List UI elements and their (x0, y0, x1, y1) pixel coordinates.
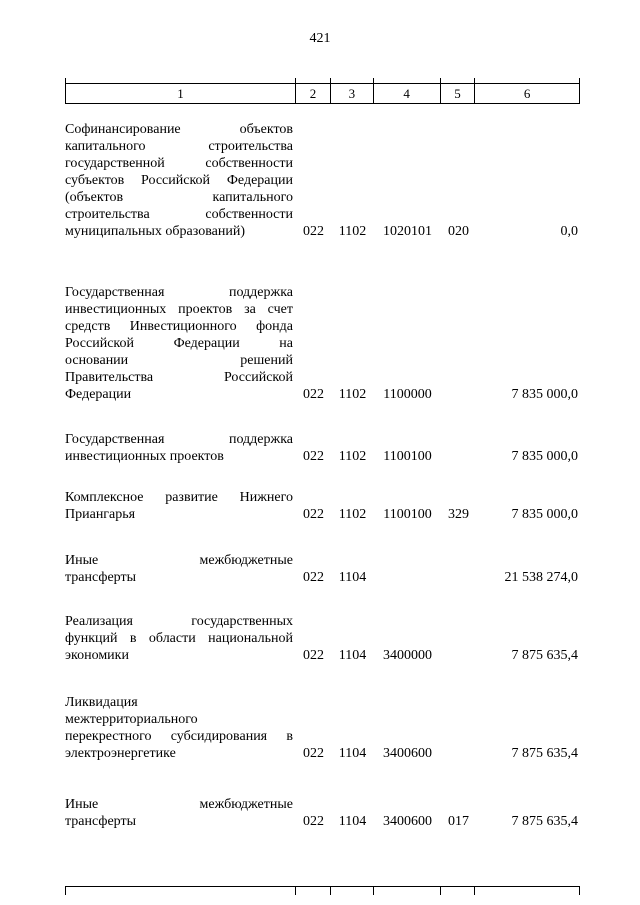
name-line: Комплексное развитие Нижнего (65, 490, 293, 505)
code-cell-2: 022 (303, 224, 324, 239)
name-line: экономики (65, 648, 129, 663)
code-cell-2: 022 (303, 648, 324, 663)
name-line: Государственная поддержка (65, 285, 293, 300)
code-cell-3: 1104 (338, 746, 367, 761)
name-line: Иные межбюджетные (65, 553, 293, 568)
amount-cell: 7 875 635,4 (511, 814, 578, 829)
code-cell-4: 1020101 (383, 224, 432, 239)
name-line: Федерации (65, 387, 132, 402)
tick-cell (441, 78, 476, 83)
page-number: 421 (309, 31, 331, 46)
table-header-row (65, 83, 580, 104)
code-cell-4: 1100000 (383, 387, 432, 402)
code-cell-4: 3400600 (383, 746, 432, 761)
row-name-cell (65, 552, 296, 586)
code-cell-3: 1102 (338, 224, 367, 239)
code-cell-5: 017 (448, 814, 469, 829)
name-line: электроэнергетике (65, 746, 176, 761)
code-cell-4: 3400600 (383, 814, 432, 829)
name-line: Реализация государственных (65, 614, 293, 629)
code-cell-2: 022 (303, 387, 324, 402)
name-line: (объектов капитального (65, 190, 293, 205)
table-row (65, 613, 580, 664)
name-line: муниципальных образований) (65, 224, 245, 239)
amount-cell: 7 875 635,4 (511, 648, 578, 663)
header-cell-5: 5 (441, 84, 476, 103)
code-cell-3: 1104 (338, 570, 367, 585)
name-line: функций в области национальной (65, 631, 293, 646)
code-cell-5: 329 (448, 507, 469, 522)
tick-cell (331, 78, 374, 83)
next-row-top-border (65, 886, 580, 895)
budget-table (65, 78, 582, 830)
row-name-cell (65, 694, 296, 762)
tick-cell (374, 78, 441, 83)
table-row (65, 489, 580, 523)
amount-cell: 0,0 (560, 224, 578, 239)
header-cell-2: 2 (296, 84, 331, 103)
table-row (65, 694, 580, 762)
code-cell-2: 022 (303, 449, 324, 464)
row-name-cell (65, 284, 296, 403)
header-cell-4: 4 (374, 84, 441, 103)
name-line: межтерриториального (65, 712, 198, 727)
name-line: Приангарья (65, 507, 136, 522)
code-cell-5: 020 (448, 224, 469, 239)
name-line: инвестиционных проектов за счет (65, 302, 293, 317)
tick-cell (374, 887, 441, 895)
code-cell-3: 1104 (338, 814, 367, 829)
name-line: основании решений (65, 353, 293, 368)
code-cell-2: 022 (303, 746, 324, 761)
name-line: субъектов Российской Федерации (65, 173, 293, 188)
code-cell-2: 022 (303, 570, 324, 585)
name-line: Ликвидация (65, 695, 138, 710)
code-cell-4: 3400000 (383, 648, 432, 663)
header-cell-1: 1 (66, 84, 296, 103)
code-cell-2: 022 (303, 814, 324, 829)
code-cell-2: 022 (303, 507, 324, 522)
tick-cell (475, 78, 579, 83)
name-line: государственной собственности (65, 156, 293, 171)
row-name-cell (65, 121, 296, 240)
row-name-cell (65, 613, 296, 664)
tick-cell (66, 887, 296, 895)
name-line: Иные межбюджетные (65, 797, 293, 812)
code-cell-3: 1102 (338, 387, 367, 402)
name-line: Софинансирование объектов (65, 122, 293, 137)
name-line: трансферты (65, 814, 137, 829)
amount-cell: 7 835 000,0 (511, 387, 578, 402)
amount-cell: 7 875 635,4 (511, 746, 578, 761)
table-row (65, 796, 580, 830)
header-cell-6: 6 (523, 86, 531, 101)
name-line: капитального строительства (65, 139, 293, 154)
name-line: перекрестного субсидирования в (65, 729, 293, 744)
code-cell-3: 1102 (338, 449, 367, 464)
name-line: Российской Федерации на (65, 336, 293, 351)
tick-cell (441, 887, 476, 895)
header-cell-3: 3 (331, 84, 374, 103)
amount-cell: 7 835 000,0 (511, 507, 578, 522)
table-row (65, 431, 580, 465)
table-top-ticks (65, 78, 580, 83)
name-line: строительства собственности (65, 207, 293, 222)
tick-cell (475, 887, 579, 895)
name-line: инвестиционных проектов (65, 449, 224, 464)
tick-cell (66, 78, 296, 83)
name-line: средств Инвестиционного фонда (65, 319, 293, 334)
code-cell-4: 1100100 (383, 449, 432, 464)
code-cell-3: 1104 (338, 648, 367, 663)
table-row (65, 121, 580, 240)
tick-cell (296, 887, 331, 895)
code-cell-4: 1100100 (383, 507, 432, 522)
tick-cell (296, 78, 331, 83)
table-row (65, 552, 580, 586)
amount-cell: 21 538 274,0 (504, 570, 578, 585)
table-row (65, 284, 580, 403)
code-cell-3: 1102 (338, 507, 367, 522)
name-line: трансферты (65, 570, 137, 585)
name-line: Государственная поддержка (65, 432, 293, 447)
row-name-cell (65, 796, 296, 830)
amount-cell: 7 835 000,0 (511, 449, 578, 464)
row-name-cell (65, 431, 296, 465)
tick-cell (331, 887, 374, 895)
row-name-cell (65, 489, 296, 523)
name-line: Правительства Российской (65, 370, 293, 385)
table-body (65, 121, 580, 830)
